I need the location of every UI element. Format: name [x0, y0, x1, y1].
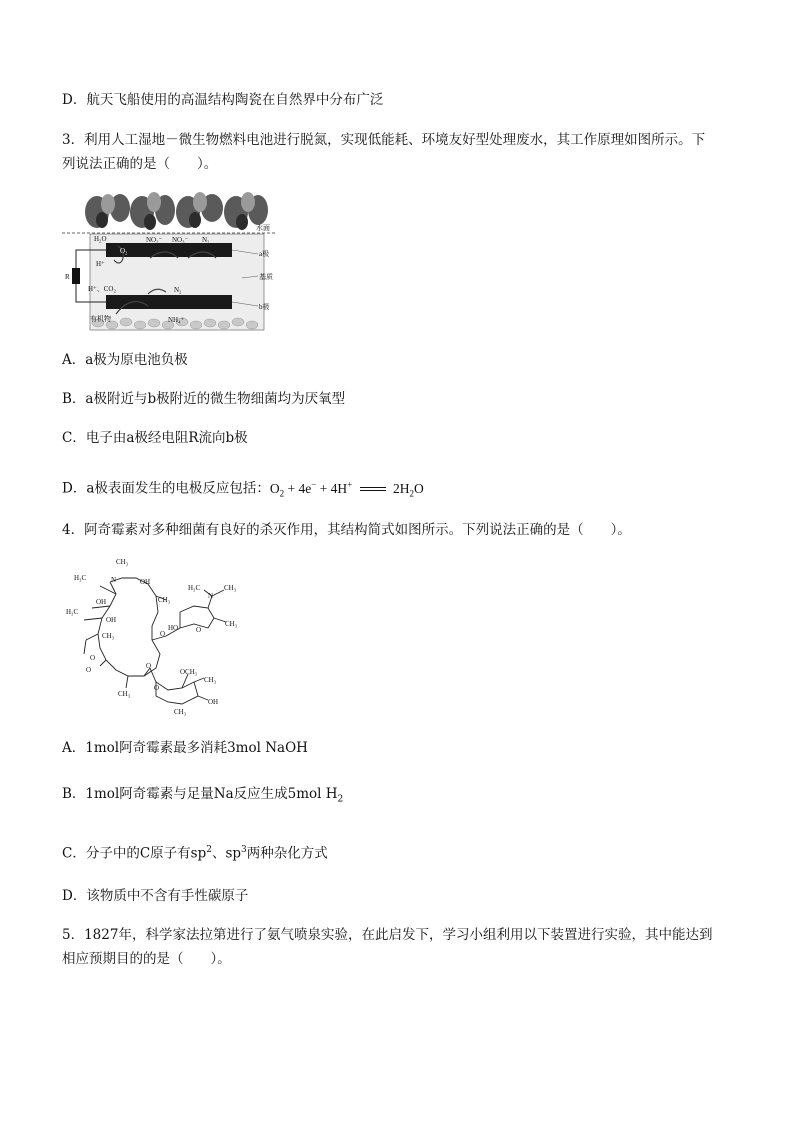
label-matrix: 基质 [259, 273, 273, 281]
label-a-pole: a极 [259, 250, 270, 258]
label-b-pole: b极 [259, 303, 270, 311]
label-n2-bottom: N₂ [174, 286, 182, 294]
q4-option-d: D．该物质中不含有手性碳原子 [62, 888, 249, 904]
atom-n-sugar: N [208, 592, 214, 600]
atom-ch3-4: CH₃ [158, 596, 171, 604]
electrode-b [106, 295, 232, 309]
q3-stem-line2: 列说法正确的是（ ）。 [62, 156, 218, 172]
label-h-co2: H⁺、CO₂ [88, 285, 116, 293]
label-r: R [65, 273, 70, 281]
atom-ch3-8: CH₃ [174, 708, 187, 716]
atom-o-sugar1: O [196, 626, 202, 634]
atom-ch3-5: CH₃ [224, 584, 237, 592]
wetland-fuel-cell-figure [62, 190, 277, 332]
atom-oh-2: OH [106, 616, 117, 624]
atom-ho: HO [168, 624, 179, 632]
label-n2-top: N₂ [202, 236, 210, 244]
atom-ch3-7: CH₃ [204, 676, 217, 684]
q3-option-b: B．a极附近与b极附近的微生物细菌均为厌氧型 [62, 391, 346, 407]
atom-o-link1: O [160, 630, 166, 638]
label-organic: 有机物 [90, 315, 111, 323]
label-no2: NO₂⁻ [146, 236, 163, 244]
q5-stem-line2: 相应预期目的的是（ ）。 [62, 951, 231, 967]
q3-option-a: A．a极为原电池负极 [62, 352, 188, 368]
atom-o-sugar2: O [154, 684, 160, 692]
q4-option-c: C．分子中的C原子有$sp^2$、$sp^3$两种杂化方式 [62, 845, 328, 862]
label-o2: O₂ [120, 247, 128, 255]
atom-h3c-2: H₃C [66, 608, 79, 616]
atom-ch3-1: CH₃ [116, 558, 129, 566]
q4-option-a: A．1mol阿奇霉素最多消耗3mol NaOH [62, 740, 308, 756]
atom-o-link2: O [146, 662, 152, 670]
q2-option-d: D．航天飞船使用的高温结构陶瓷在自然界中分布广泛 [62, 92, 384, 108]
atom-ch3-3: CH₃ [102, 632, 115, 640]
atom-ch3-2: CH₃ [118, 690, 131, 698]
resistor-r [72, 268, 80, 284]
q4-option-c-text3: 两种杂化方式 [246, 845, 328, 862]
atom-ch3-6: CH₃ [225, 620, 238, 628]
atom-o-ring: O [90, 654, 96, 662]
atom-h3c-1: H₃C [74, 574, 87, 582]
q5-stem-line1: 5．1827年，科学家法拉第进行了氨气喷泉实验，在此启发下，学习小组利用以下装置进行实验，其中能达到 [62, 927, 713, 943]
q4-option-c-text1: C．分子中的C原子有sp [62, 845, 207, 862]
atom-o-carbonyl: O [86, 666, 92, 674]
q3-option-c: C．电子由a极经电阻R流向b极 [62, 430, 248, 446]
azithromycin-structure [62, 556, 252, 716]
q4-stem: 4．阿奇霉素对多种细菌有良好的杀灭作用，其结构简式如图所示。下列说法正确的是（ ）。 [62, 522, 631, 538]
q4-option-b-text: B．1mol阿奇霉素与足量Na反应生成5mol H [62, 786, 338, 802]
q4-option-c-text2: 、sp [211, 845, 242, 862]
atom-h3c-3: H₃C [188, 584, 201, 592]
q3-stem-line1: 3．利用人工湿地－微生物燃料电池进行脱氮，实现低能耗、环境友好型处理废水，其工作原理如图所示。下 [62, 132, 706, 148]
label-nh4: NH₄⁺ [168, 316, 185, 324]
q3-option-d-text: D．a极表面发生的电极反应包括： [62, 480, 270, 497]
q4-option-b: B．1mol阿奇霉素与足量Na反应生成5mol $H_2$ [62, 786, 344, 805]
plants-illustration [82, 190, 272, 232]
atom-n-ring: N [111, 576, 117, 584]
q3-option-d [62, 474, 424, 503]
electrode-equation: $O_2 + 4e^- + 4H^+$ $2H_2O$ [269, 479, 424, 499]
atom-oh-4: OH [208, 698, 219, 706]
label-water-surface: 水面 [256, 224, 270, 232]
atom-och3: OCH₃ [180, 668, 198, 676]
atom-oh-1: OH [96, 598, 107, 606]
label-h2o: H₂O [94, 235, 107, 243]
label-no3: NO₃⁻ [172, 236, 189, 244]
label-hplus: H⁺ [96, 260, 105, 268]
atom-oh-3: OH [140, 578, 151, 586]
